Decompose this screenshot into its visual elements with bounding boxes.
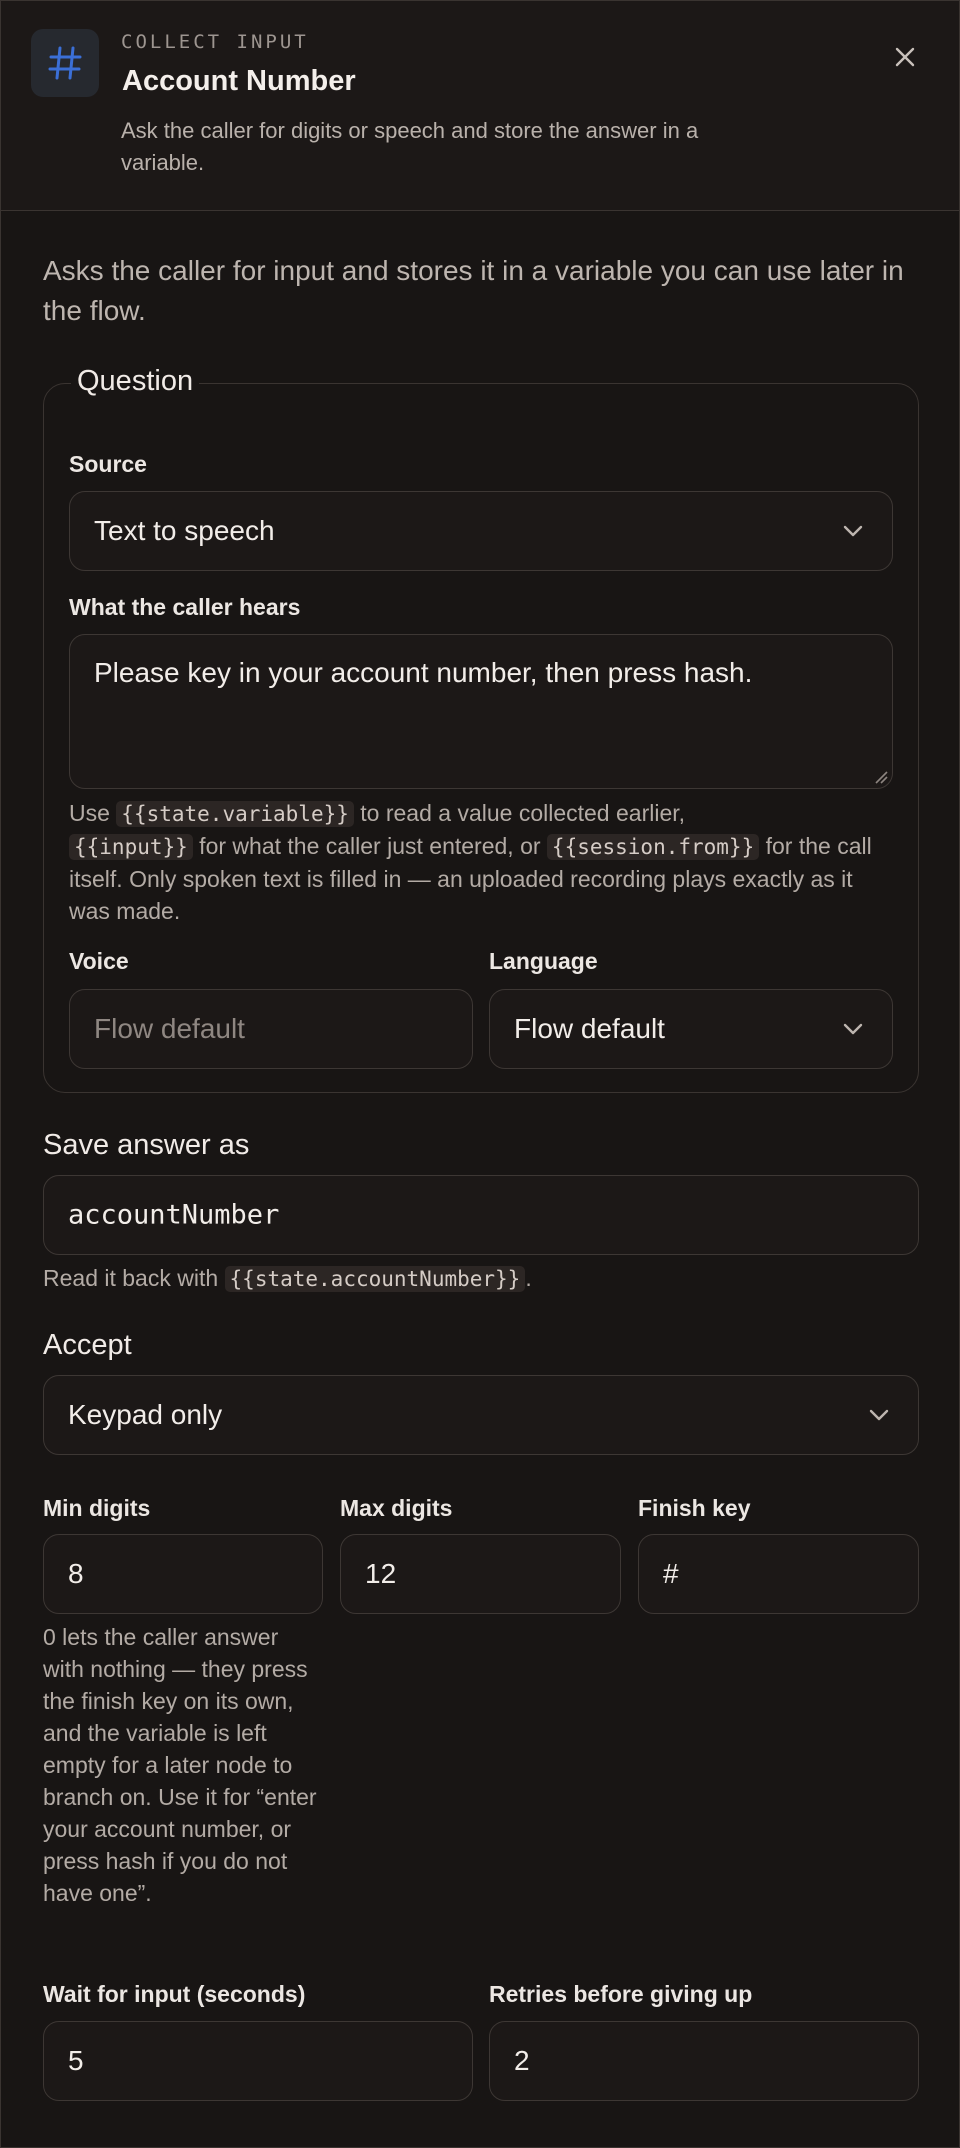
session-from-code: {{session.from}} — [547, 834, 759, 860]
save-answer-label: Save answer as — [43, 1129, 250, 1161]
voice-label: Voice — [69, 948, 129, 974]
min-digits-input[interactable] — [43, 1534, 323, 1614]
max-digits-label: Max digits — [340, 1495, 453, 1521]
retries-input[interactable] — [489, 2021, 919, 2101]
finish-key-value: # — [663, 1558, 679, 1589]
prompt-textarea[interactable] — [69, 634, 893, 789]
node-type-badge — [31, 29, 99, 97]
min-digits-value: 8 — [68, 1558, 84, 1589]
panel-header — [1, 1, 959, 211]
chevron-down-icon — [842, 1022, 864, 1036]
min-digits-help: 0 lets the caller answer with nothing — they press the finish key on its own, and the variable is left empty for a later node to branch on. Use it for “enter your account number, or press hash if you do not have one”. — [43, 1624, 317, 1906]
voice-input[interactable] — [69, 989, 473, 1069]
node-title: Account Number — [122, 65, 356, 97]
node-description: Ask the caller for digits or speech and store the answer in a variable. — [121, 118, 699, 175]
input-code: {{input}} — [69, 834, 193, 860]
hears-label: What the caller hears — [69, 594, 301, 620]
language-value: Flow default — [514, 1013, 665, 1044]
chevron-down-icon — [842, 524, 864, 538]
retries-value: 2 — [514, 2045, 530, 2076]
max-digits-value: 12 — [365, 1558, 397, 1589]
resize-handle-icon[interactable] — [874, 770, 888, 784]
question-legend: Question — [71, 365, 199, 398]
accept-select[interactable] — [43, 1375, 919, 1455]
finish-key-label: Finish key — [638, 1495, 751, 1521]
source-select[interactable] — [69, 491, 893, 571]
source-label: Source — [69, 451, 147, 477]
wait-input[interactable] — [43, 2021, 473, 2101]
close-icon — [894, 46, 916, 68]
intro-text: Asks the caller for input and stores it in a variable you can use later in the flow. — [43, 255, 904, 326]
wait-value: 5 — [68, 2045, 84, 2076]
max-digits-input[interactable] — [340, 1534, 621, 1614]
hash-icon — [45, 43, 85, 83]
state-accountnumber-code: {{state.accountNumber}} — [225, 1266, 526, 1292]
wait-label: Wait for input (seconds) — [43, 1981, 306, 2007]
chevron-down-icon — [868, 1408, 890, 1422]
language-label: Language — [489, 948, 598, 974]
finish-key-input[interactable] — [638, 1534, 919, 1614]
save-answer-input[interactable] — [43, 1175, 919, 1255]
prompt-value: Please key in your account number, then press hash. — [94, 657, 753, 688]
save-answer-help: Read it back with {{state.accountNumber}} . — [43, 1265, 532, 1291]
state-variable-code: {{state.variable}} — [116, 801, 354, 827]
accept-value: Keypad only — [68, 1399, 223, 1430]
prompt-help-text: Use {{state.variable}} to read a value collected earlier, {{input}} for what the caller just entered, or {{session.from}} for the call itself. Only spoken text is filled in — an uploaded recording plays exactly as it was made. — [69, 800, 872, 924]
save-answer-value: accountNumber — [68, 1199, 280, 1231]
node-type-label: COLLECT INPUT — [121, 31, 309, 53]
min-digits-label: Min digits — [43, 1495, 151, 1521]
accept-label: Accept — [43, 1329, 132, 1361]
source-value: Text to speech — [94, 515, 275, 546]
retries-label: Retries before giving up — [489, 1981, 753, 2007]
close-button[interactable] — [885, 37, 925, 77]
voice-placeholder: Flow default — [94, 1013, 245, 1044]
language-select[interactable] — [489, 989, 893, 1069]
